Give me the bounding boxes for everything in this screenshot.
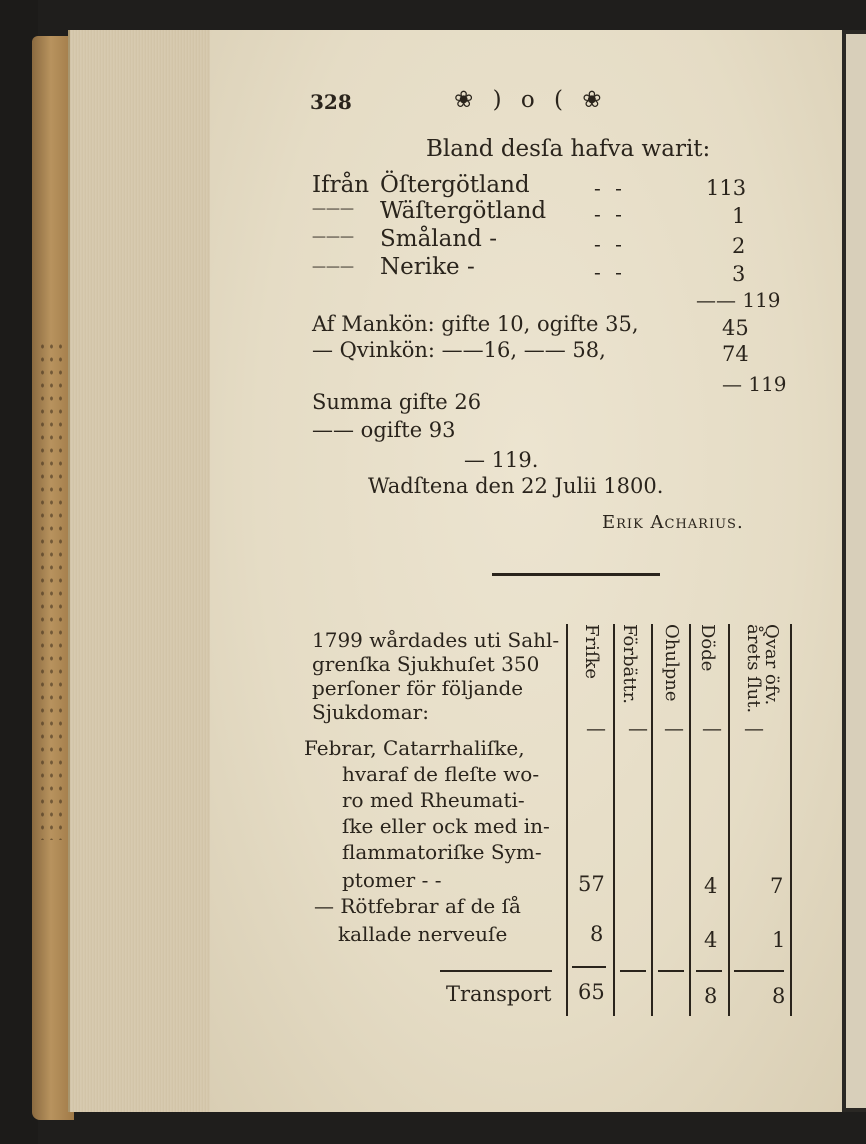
column-rule — [728, 624, 730, 1016]
transport-friske: 65 — [578, 980, 605, 1004]
table-intro-line: Sjukdomar: — [312, 700, 429, 724]
column-header: Qvar öfv. årets ſlut. — [743, 624, 782, 714]
origin-count: 2 — [732, 234, 746, 258]
origin-name: Nerike - — [380, 254, 475, 280]
column-dash: — — [628, 716, 648, 740]
column-rule — [566, 624, 568, 1016]
table-intro-line: grenſka Sjukhuſet 350 — [312, 652, 540, 676]
origin-count: 3 — [732, 262, 746, 286]
sum-rule — [658, 970, 684, 972]
origin-name: Öſtergötland — [380, 172, 530, 198]
origin-dots: - - — [594, 260, 626, 284]
column-rule — [613, 624, 615, 1016]
origin-prefix: ——— — [312, 229, 354, 245]
summa-total: — 119. — [464, 448, 539, 472]
column-dash: — — [744, 716, 764, 740]
qvar-value: 1 — [772, 928, 786, 952]
cover-wear-pattern — [38, 340, 66, 840]
dode-value: 4 — [704, 928, 718, 952]
origin-dots: - - — [594, 176, 626, 200]
dode-value: 4 — [704, 874, 718, 898]
sum-rule — [440, 970, 552, 972]
origin-dots: - - — [594, 202, 626, 226]
column-rule — [689, 624, 691, 1016]
transport-dode: 8 — [704, 984, 718, 1008]
section-divider — [492, 573, 660, 576]
section-heading: Bland desſa hafva warit: — [426, 136, 711, 162]
origin-name: Småland - — [380, 226, 497, 252]
qvinkon-line: — Qvinkön: ——16, —— 58, — [312, 338, 606, 362]
row-text-line: ſke eller ock med in- — [342, 814, 550, 838]
row-text-line: — Rötfebrar af de ſå — [314, 894, 521, 918]
sum-rule — [734, 970, 784, 972]
column-dash: — — [664, 716, 684, 740]
column-rule — [651, 624, 653, 1016]
table-intro-line: perſoner för följande — [312, 676, 524, 700]
row-text-line: ptomer - - — [342, 868, 442, 892]
origin-dots: - - — [594, 232, 626, 256]
row-text-line: flammatoriſke Sym- — [342, 840, 542, 864]
ornament-header: ❀ ) o ( ❀ — [454, 87, 608, 113]
qvinkon-value: 74 — [722, 342, 749, 366]
origin-prefix: Ifrån — [312, 172, 370, 198]
row-text-line: ro med Rheumati- — [342, 788, 525, 812]
qvar-value: 7 — [770, 874, 784, 898]
transport-qvar: 8 — [772, 984, 786, 1008]
transport-label: Transport — [446, 982, 552, 1006]
column-header: Friſke — [581, 624, 602, 680]
origin-count: 113 — [706, 176, 747, 200]
origin-prefix: ——— — [312, 201, 354, 217]
column-header: Döde — [697, 624, 718, 672]
friske-value: 57 — [578, 872, 605, 896]
friske-value: 8 — [590, 922, 604, 946]
summa-gifte: Summa gifte 26 — [312, 390, 482, 414]
column-dash: — — [702, 716, 722, 740]
column-header: Förbättr. — [619, 624, 640, 705]
row-text-line: Febrar, Catarrhaliſke, — [304, 736, 525, 760]
origins-total: —— 119 — [696, 288, 781, 312]
column-rule — [790, 624, 792, 1016]
mankon-line: Af Mankön: gifte 10, ogifte 35, — [312, 312, 639, 336]
summa-ogifte: —— ogifte 93 — [312, 418, 456, 442]
table-intro-line: 1799 wårdades uti Sahl- — [312, 628, 560, 652]
page-number: 328 — [310, 90, 352, 114]
signature: Erik Acharius. — [602, 512, 744, 533]
facing-page-sliver — [846, 34, 866, 1108]
sum-rule — [620, 970, 646, 972]
place-date: Wadſtena den 22 Julii 1800. — [368, 474, 664, 498]
sex-total: — 119 — [722, 372, 787, 396]
column-header: Ohulpne — [661, 624, 682, 702]
origin-prefix: ——— — [312, 259, 354, 275]
column-dash: — — [586, 716, 606, 740]
origin-count: 1 — [732, 204, 746, 228]
origin-name: Wäſtergötland — [380, 198, 547, 224]
mankon-value: 45 — [722, 316, 749, 340]
sum-rule — [572, 966, 606, 968]
sum-rule — [696, 970, 722, 972]
page-edges — [68, 30, 215, 1112]
row-text-line: hvaraf de fleſte wo- — [342, 762, 540, 786]
book-page — [210, 30, 842, 1112]
row-text-line: kallade nerveuſe — [338, 922, 508, 946]
